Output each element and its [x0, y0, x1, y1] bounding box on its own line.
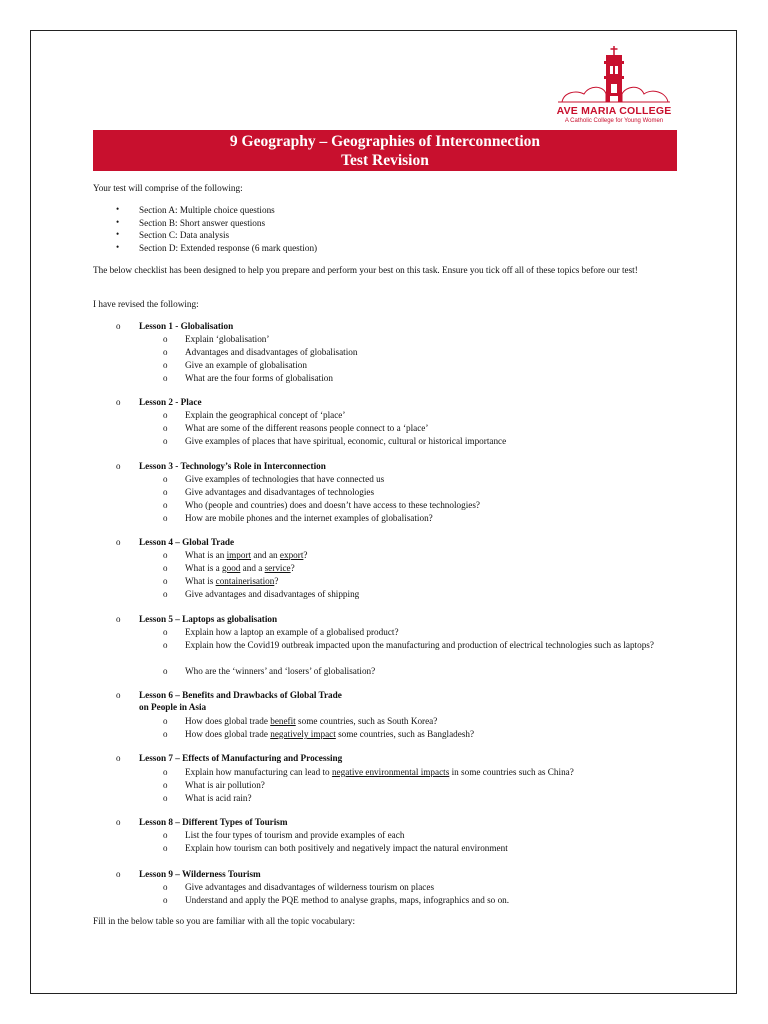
lesson-item: Give advantages and disadvantages of wilderness tourism on places [185, 882, 435, 892]
lesson-item: Explain how the Covid19 outbreak impacted upon the manufacturing and production of electrical technologies such as laptops? [185, 640, 654, 650]
college-tower-icon [554, 44, 674, 106]
section-item: Section C: Data analysis [139, 230, 230, 240]
sub-marker: o [163, 780, 168, 790]
lesson-item: Give examples of places that have spiritual, economic, cultural or historical importance [185, 436, 507, 446]
sub-marker: o [163, 882, 168, 892]
sub-marker: o [163, 767, 168, 777]
sub-marker: o [163, 487, 168, 497]
lesson-title: Lesson 6 – Benefits and Drawbacks of Global Trade [139, 690, 342, 700]
checkbox-marker: o [116, 817, 121, 827]
checkbox-marker: o [116, 869, 121, 879]
sub-marker: o [163, 640, 168, 650]
lesson-title: Lesson 3 - Technology’s Role in Interconnection [139, 461, 326, 471]
checkbox-marker: o [116, 690, 121, 700]
bullet: • [116, 242, 120, 252]
checkbox-marker: o [116, 614, 121, 624]
section-item: Section D: Extended response (6 mark question) [139, 243, 318, 253]
page-title: 9 Geography – Geographies of Interconnection [229, 133, 541, 150]
sub-marker: o [163, 513, 168, 523]
sub-marker: o [163, 576, 168, 586]
sub-marker: o [163, 563, 168, 573]
checkbox-marker: o [116, 397, 121, 407]
lesson-item: How does global trade benefit some countries, such as South Korea? [185, 716, 438, 726]
sub-marker: o [163, 895, 168, 905]
checkbox-marker: o [116, 321, 121, 331]
sub-marker: o [163, 347, 168, 357]
section-item: Section A: Multiple choice questions [139, 205, 275, 215]
lesson-title: Lesson 7 – Effects of Manufacturing and Processing [139, 753, 343, 763]
sub-marker: o [163, 627, 168, 637]
lesson-item: Explain the geographical concept of ‘place’ [185, 410, 346, 420]
lesson-item: What are the four forms of globalisation [185, 373, 333, 383]
sub-marker: o [163, 589, 168, 599]
lesson-item: Give examples of technologies that have connected us [185, 474, 385, 484]
sub-marker: o [163, 423, 168, 433]
revised-heading: I have revised the following: [93, 299, 199, 309]
lesson-title: Lesson 4 – Global Trade [139, 537, 235, 547]
lesson-item: What is containerisation? [185, 576, 279, 586]
lesson-item: What is an import and an export? [185, 550, 308, 560]
sub-marker: o [163, 843, 168, 853]
title-banner [93, 130, 677, 171]
lesson-item: What is a good and a service? [185, 563, 295, 573]
lesson-item: What is air pollution? [185, 780, 265, 790]
lesson-item: How does global trade negatively impact some countries, such as Bangladesh? [185, 729, 475, 739]
lesson-title-cont: on People in Asia [139, 702, 207, 712]
table-note: Fill in the below table so you are familiar with all the topic vocabulary: [93, 916, 356, 926]
sub-marker: o [163, 830, 168, 840]
lesson-item: Explain how a laptop an example of a globalised product? [185, 627, 399, 637]
lesson-title: Lesson 8 – Different Types of Tourism [139, 817, 288, 827]
college-tagline: A Catholic College for Young Women [564, 118, 664, 124]
lesson-item: Advantages and disadvantages of globalisation [185, 347, 358, 357]
sub-marker: o [163, 793, 168, 803]
sub-marker: o [163, 474, 168, 484]
sub-marker: o [163, 716, 168, 726]
lesson-item: Give advantages and disadvantages of shipping [185, 589, 360, 599]
sub-marker: o [163, 729, 168, 739]
lesson-item: Explain how tourism can both positively and negatively impact the natural environment [185, 843, 508, 853]
lesson-title: Lesson 5 – Laptops as globalisation [139, 614, 278, 624]
college-name: AVE MARIA COLLEGE [556, 105, 672, 117]
lesson-title: Lesson 1 - Globalisation [139, 321, 234, 331]
lesson-item: How are mobile phones and the internet examples of globalisation? [185, 513, 433, 523]
sub-marker: o [163, 436, 168, 446]
lesson-item: What are some of the different reasons people connect to a ‘place’ [185, 423, 429, 433]
sub-marker: o [163, 334, 168, 344]
lesson-item: Who (people and countries) does and doesn’t have access to these technologies? [185, 500, 481, 510]
bullet: • [116, 204, 120, 214]
sub-marker: o [163, 500, 168, 510]
sub-marker: o [163, 410, 168, 420]
checkbox-marker: o [116, 537, 121, 547]
lesson-item: Understand and apply the PQE method to analyse graphs, maps, infographics and so on. [185, 895, 510, 905]
lesson-item: Explain how manufacturing can lead to negative environmental impacts in some countries such as China? [185, 767, 574, 777]
lesson-item: Who are the ‘winners’ and ‘losers’ of globalisation? [185, 666, 376, 676]
sub-marker: o [163, 666, 168, 676]
sub-marker: o [163, 373, 168, 383]
page-subtitle: Test Revision [341, 152, 429, 169]
checkbox-marker: o [116, 461, 121, 471]
bullet: • [116, 217, 120, 227]
sub-marker: o [163, 550, 168, 560]
lesson-item: Give advantages and disadvantages of technologies [185, 487, 375, 497]
intro-text: Your test will comprise of the following: [93, 183, 243, 193]
lesson-title: Lesson 2 - Place [139, 397, 202, 407]
lesson-title: Lesson 9 – Wilderness Tourism [139, 869, 261, 879]
section-item: Section B: Short answer questions [139, 218, 266, 228]
lesson-item: List the four types of tourism and provide examples of each [185, 830, 405, 840]
checklist-note: The below checklist has been designed to help you prepare and perform your best on this task. Ensure you tick off all of these topics before our test! [93, 265, 638, 275]
bullet: • [116, 229, 120, 239]
college-logo [554, 44, 674, 128]
checkbox-marker: o [116, 753, 121, 763]
lesson-item: Give an example of globalisation [185, 360, 307, 370]
sub-marker: o [163, 360, 168, 370]
lesson-item: What is acid rain? [185, 793, 252, 803]
lesson-item: Explain ‘globalisation’ [185, 334, 270, 344]
